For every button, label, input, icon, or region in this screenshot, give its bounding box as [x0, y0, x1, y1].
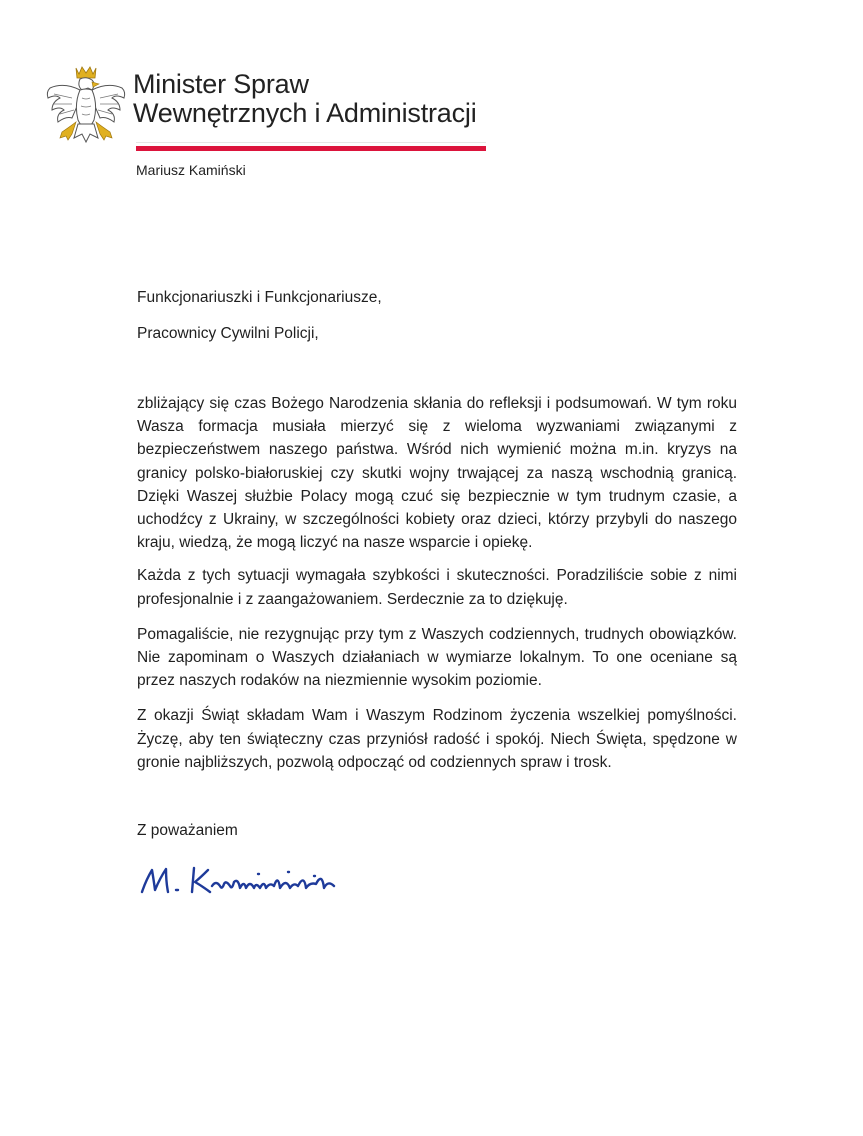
ministry-title-line-2: Wewnętrznych i Administracji: [133, 98, 477, 128]
salutation-line-1: Funkcjonariuszki i Funkcjonariusze,: [137, 289, 382, 306]
letterhead: [44, 64, 489, 184]
ministry-title: [133, 70, 477, 128]
paragraph: Każda z tych sytuacji wymagała szybkości i skuteczności. Poradziliście sobie z nimi profesjonalnie i z zaangażowaniem. Serdecznie za to dziękuję.: [137, 567, 737, 608]
handwritten-signature: [138, 860, 348, 900]
paragraph: zbliżający się czas Bożego Narodzenia skłania do refleksji i podsumowań. W tym roku Wasza formacja musiała mierzyć się z wieloma wyzwaniami związanymi z bezpieczeństwem naszego państwa. Wśród nich wymienić można m.in. kryzys na granicy polsko-białoruskiej czy skutki wojny trwającej za naszą wschodnią granicą. Dzięki Waszej służbie Polacy mogą czuć się bezpiecznie w tym trudnym czasie, a uchodźcy z Ukrainy, w szczególności kobiety oraz dzieci, którzy przybyli do naszego kraju, wiedzą, że mogą liczyć na nasze wsparcie i opiekę.: [137, 395, 737, 552]
letter-body: [137, 392, 737, 786]
paragraph: Pomagaliście, nie rezygnując przy tym z Waszych codziennych, trudnych obowiązków. Nie zapominam o Waszych działaniach w wymiarze lokalnym. To one oceniane są przez naszych rodaków na niezmiennie wysokim poziomie.: [137, 625, 737, 690]
white-eagle-emblem-icon: [44, 64, 128, 150]
flag-stripe-red: [136, 146, 486, 151]
paragraph: Z okazji Świąt składam Wam i Waszym Rodzinom życzenia wszelkiej pomyślności. Życzę, aby ten świąteczny czas przyniósł radość i spokój. Niech Święta, spędzone w gronie najbliższych, pozwolą odpocząć od codziennych spraw i trosk.: [137, 707, 737, 771]
minister-name: Mariusz Kamiński: [136, 162, 246, 178]
closing-phrase: Z poważaniem: [137, 822, 238, 839]
salutation-line-2: Pracownicy Cywilni Policji,: [137, 325, 319, 342]
ministry-title-line-1: Minister Spraw: [133, 69, 309, 99]
